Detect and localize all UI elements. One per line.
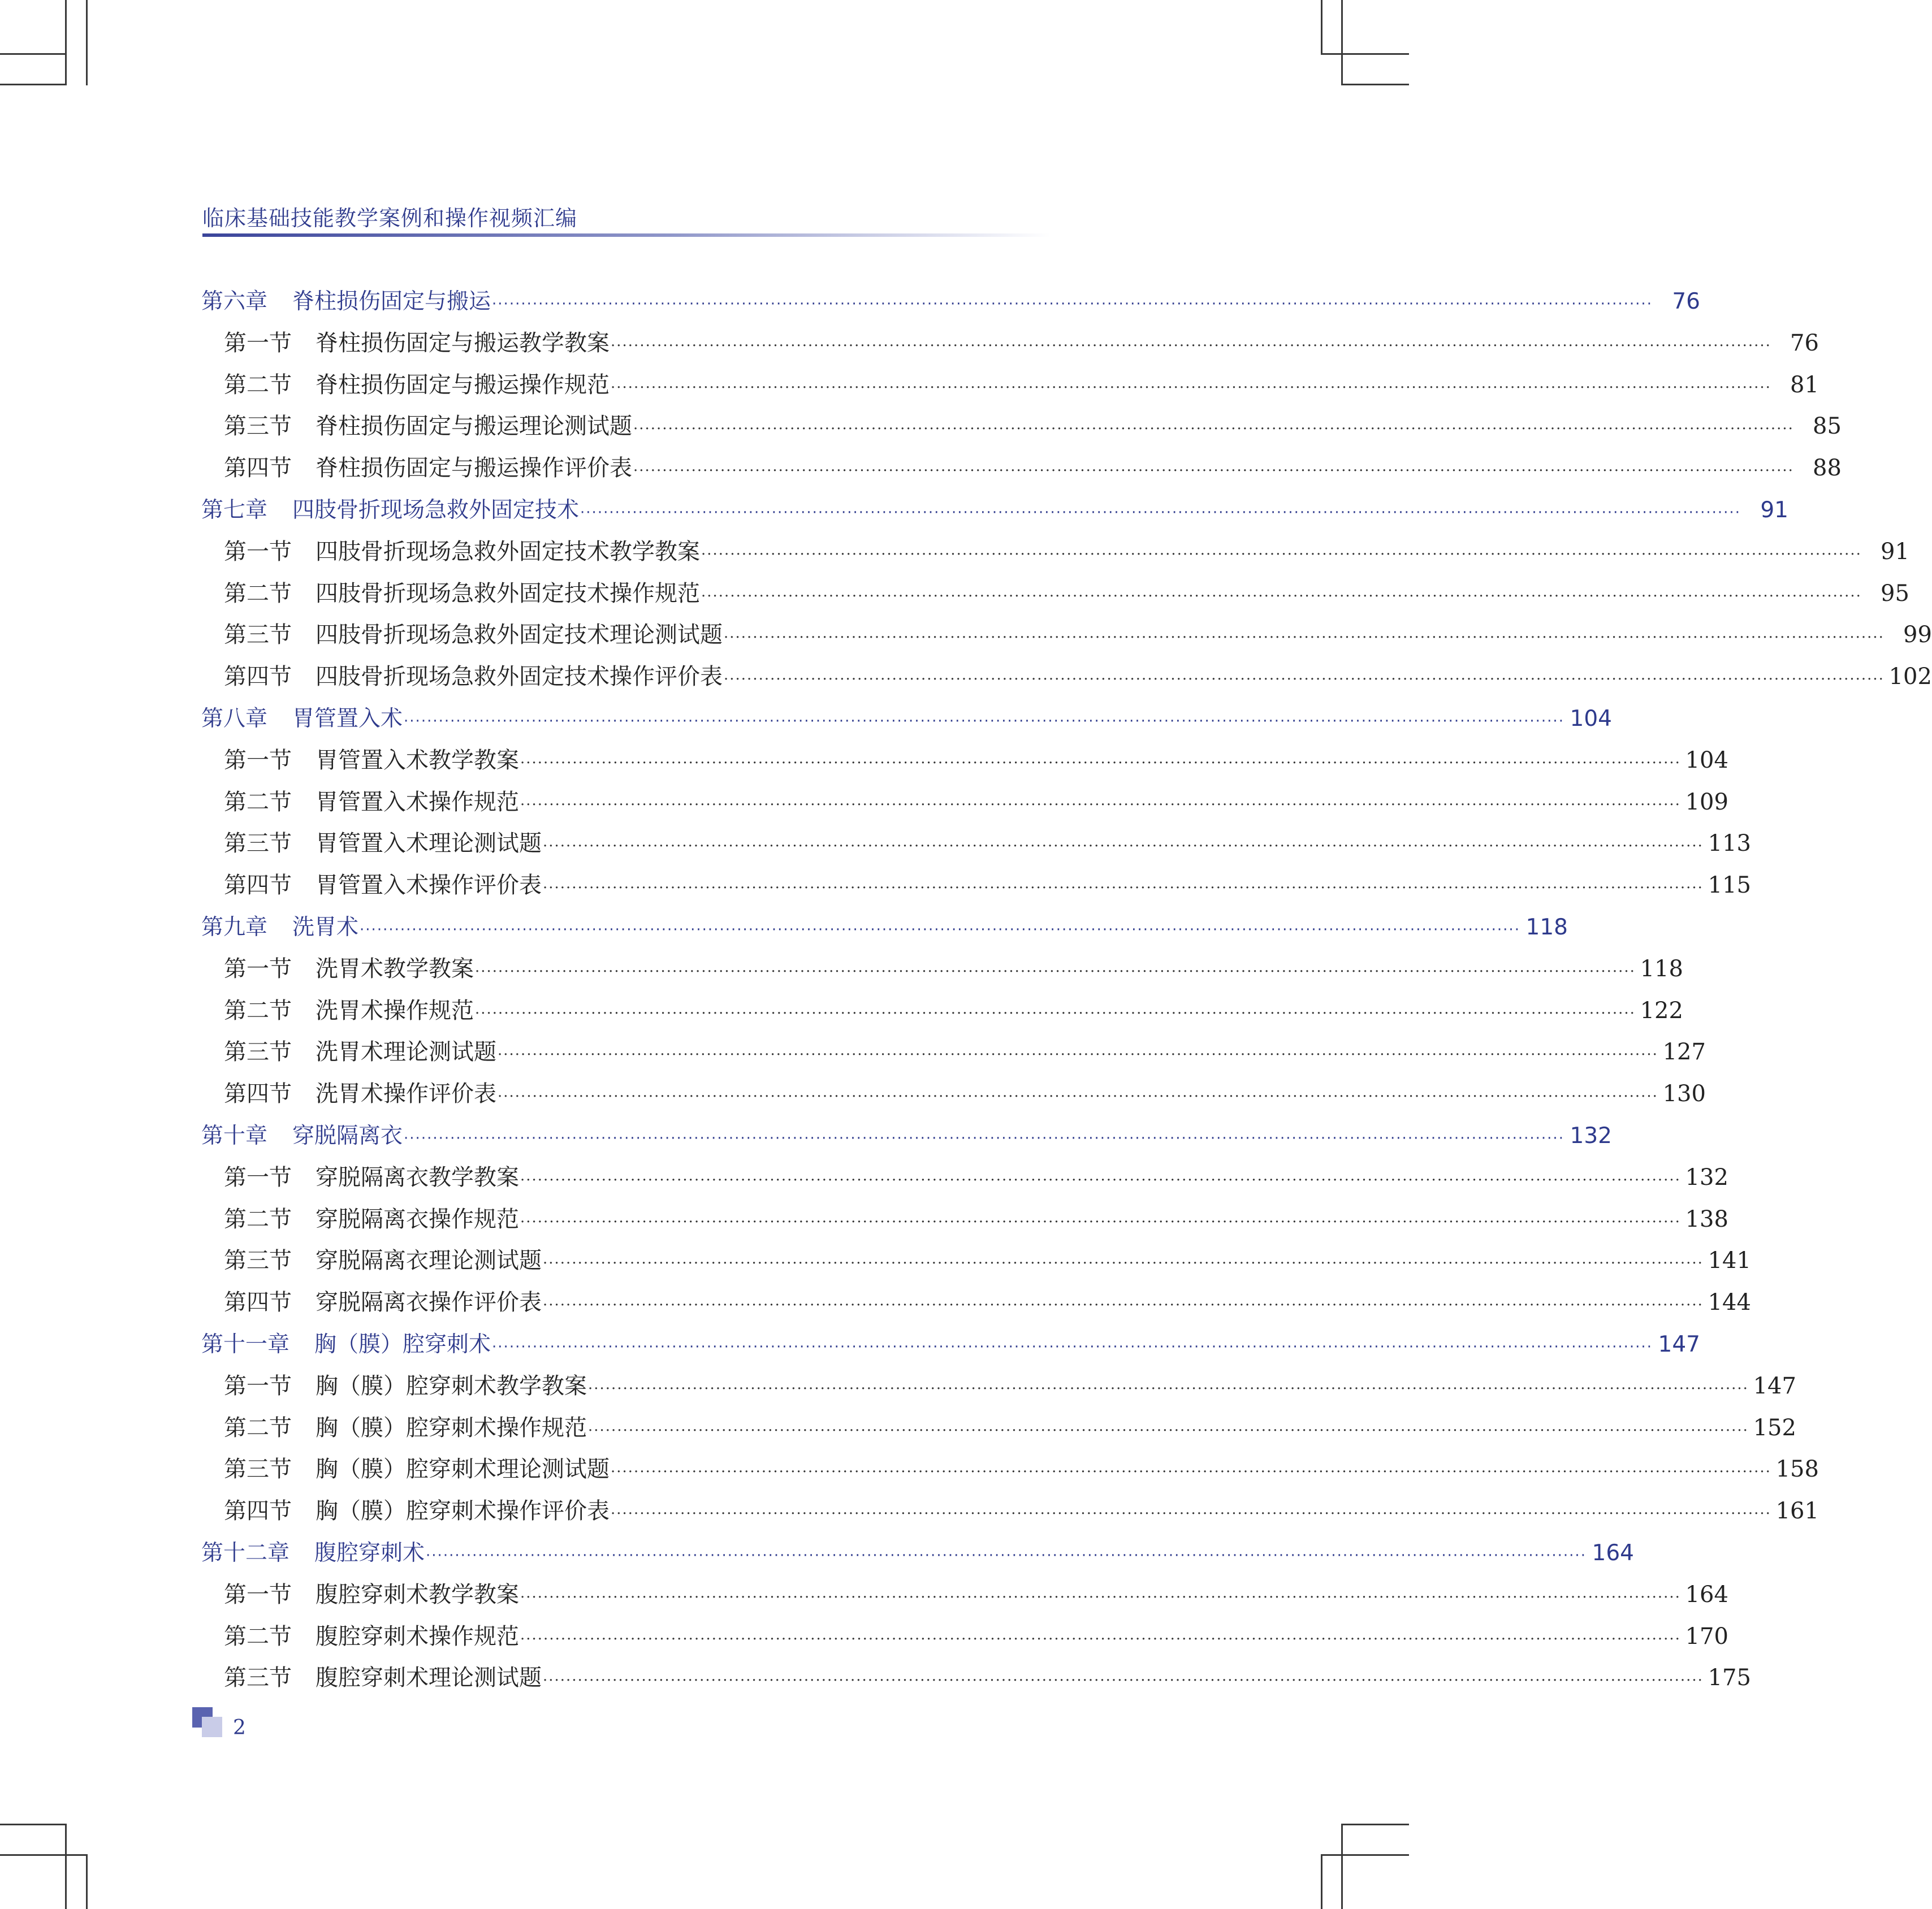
entry-title: 穿脱隔离衣操作规范 — [315, 1206, 519, 1232]
entry-number: 第三节 — [224, 1456, 292, 1483]
entry-title: 胃管置入术理论测试题 — [315, 830, 542, 857]
dot-leader: ········································································································································································································ — [543, 838, 1704, 855]
entry-page-number: 99 — [1903, 622, 1932, 648]
toc-section-entry[interactable] — [201, 1282, 1751, 1324]
entry-title: 脊柱损伤固定与搬运操作评价表 — [315, 455, 632, 482]
toc-section-entry[interactable] — [201, 1199, 1728, 1241]
dot-leader: ········································································································································································································ — [360, 921, 1520, 938]
entry-number: 第一节 — [224, 330, 292, 356]
folio-square-icon — [202, 1717, 222, 1737]
dot-leader: ········································································································································································································ — [611, 379, 1771, 396]
entry-page-number: 109 — [1685, 789, 1728, 815]
dot-leader: ········································································································································································································ — [701, 587, 1862, 605]
entry-title: 胸（膜）腔穿刺术操作规范 — [315, 1414, 587, 1441]
entry-title: 洗胃术理论测试题 — [315, 1039, 496, 1066]
crop-mark — [0, 53, 67, 55]
entry-number: 第四节 — [224, 872, 292, 899]
crop-mark — [1341, 1824, 1409, 1825]
entry-page-number: 118 — [1640, 955, 1683, 982]
running-head: 临床基础技能教学案例和操作视频汇编 — [202, 206, 578, 231]
entry-number: 第一节 — [224, 1581, 292, 1608]
entry-number: 第二节 — [224, 580, 292, 607]
entry-number: 第一节 — [224, 747, 292, 773]
entry-title: 胸（膜）腔穿刺术理论测试题 — [315, 1456, 610, 1483]
crop-mark — [65, 0, 67, 85]
toc-chapter-entry[interactable] — [201, 1533, 1634, 1574]
dot-leader: ········································································································································································································ — [404, 1129, 1564, 1147]
entry-number: 第二节 — [224, 789, 292, 815]
entry-page-number: 132 — [1570, 1123, 1612, 1149]
toc-section-entry[interactable] — [201, 1574, 1728, 1616]
toc-section-entry[interactable] — [201, 365, 1819, 406]
toc-section-entry[interactable] — [201, 1240, 1751, 1282]
dot-leader: ········································································································································································································ — [633, 421, 1794, 438]
entry-page-number: 170 — [1685, 1623, 1728, 1650]
entry-number: 第四节 — [224, 455, 292, 482]
entry-title: 胃管置入术操作评价表 — [315, 872, 542, 899]
entry-number: 第二节 — [224, 1623, 292, 1650]
crop-mark — [0, 1824, 67, 1825]
entry-page-number: 122 — [1640, 997, 1683, 1024]
entry-number: 第十二章 — [201, 1540, 290, 1566]
toc-section-entry[interactable] — [201, 1657, 1751, 1699]
entry-page-number: 91 — [1760, 497, 1788, 523]
toc-chapter-entry[interactable] — [201, 907, 1568, 949]
entry-title: 脊柱损伤固定与搬运理论测试题 — [315, 413, 632, 440]
toc-section-entry[interactable] — [201, 1491, 1819, 1533]
dot-leader: ········································································································································································································ — [611, 1505, 1771, 1523]
dot-leader: ········································································································································································································ — [543, 880, 1704, 897]
toc-section-entry[interactable] — [201, 614, 1932, 656]
entry-title: 洗胃术操作规范 — [315, 997, 474, 1024]
crop-mark — [86, 1854, 88, 1909]
toc-section-entry[interactable] — [201, 448, 1842, 490]
table-of-contents — [201, 281, 1932, 1699]
dot-leader: ········································································································································································································ — [633, 462, 1794, 480]
entry-page-number: 76 — [1672, 289, 1700, 314]
entry-number: 第四节 — [224, 1498, 292, 1525]
entry-page-number: 141 — [1708, 1248, 1751, 1274]
entry-title: 穿脱隔离衣操作评价表 — [315, 1289, 542, 1316]
entry-page-number: 161 — [1775, 1498, 1819, 1525]
entry-title: 洗胃术 — [292, 914, 359, 940]
toc-section-entry[interactable] — [201, 740, 1728, 782]
entry-page-number: 104 — [1570, 705, 1612, 731]
crop-mark — [1321, 53, 1409, 55]
entry-page-number: 115 — [1708, 872, 1751, 899]
toc-section-entry[interactable] — [201, 1073, 1706, 1115]
entry-title: 穿脱隔离衣理论测试题 — [315, 1248, 542, 1274]
entry-title: 胃管置入术教学教案 — [315, 747, 519, 773]
entry-number: 第四节 — [224, 1289, 292, 1316]
crop-mark — [0, 1854, 88, 1856]
toc-section-entry[interactable] — [201, 823, 1751, 865]
dot-leader: ········································································································································································································ — [404, 712, 1564, 730]
toc-section-entry[interactable] — [201, 1157, 1728, 1199]
entry-title: 四肢骨折现场急救外固定技术 — [292, 497, 580, 523]
dot-leader: ········································································································································································································ — [520, 1171, 1681, 1189]
entry-page-number: 91 — [1881, 538, 1909, 565]
dot-leader: ········································································································································································································ — [475, 963, 1636, 980]
entry-page-number: 76 — [1790, 330, 1819, 356]
entry-page-number: 127 — [1662, 1039, 1706, 1066]
entry-number: 第二节 — [224, 371, 292, 398]
dot-leader: ········································································································································································································ — [611, 1464, 1771, 1481]
entry-page-number: 81 — [1790, 371, 1819, 398]
crop-mark — [1341, 1824, 1343, 1909]
toc-section-entry[interactable] — [201, 782, 1728, 824]
toc-chapter-entry[interactable] — [201, 490, 1788, 531]
entry-number: 第二节 — [224, 1414, 292, 1441]
toc-section-entry[interactable] — [201, 1366, 1796, 1408]
toc-section-entry[interactable] — [201, 1616, 1728, 1658]
entry-title: 洗胃术操作评价表 — [315, 1081, 496, 1107]
entry-page-number: 95 — [1881, 580, 1909, 607]
entry-title: 胃管置入术操作规范 — [315, 789, 519, 815]
page-number: 2 — [233, 1716, 246, 1739]
toc-section-entry[interactable] — [201, 656, 1932, 698]
crop-mark — [0, 84, 67, 85]
dot-leader: ········································································································································································································ — [426, 1547, 1587, 1564]
toc-section-entry[interactable] — [201, 1449, 1819, 1491]
toc-section-entry[interactable] — [201, 531, 1909, 573]
entry-title: 脊柱损伤固定与搬运操作规范 — [315, 371, 610, 398]
toc-chapter-entry[interactable] — [201, 281, 1700, 323]
dot-leader: ········································································································································································································ — [520, 1588, 1681, 1606]
entry-page-number: 147 — [1753, 1373, 1796, 1399]
entry-page-number: 175 — [1708, 1665, 1751, 1691]
entry-title: 穿脱隔离衣教学教案 — [315, 1164, 519, 1191]
crop-mark — [1321, 0, 1322, 55]
entry-number: 第十一章 — [201, 1331, 290, 1357]
entry-number: 第一节 — [224, 955, 292, 982]
entry-number: 第八章 — [201, 705, 268, 731]
toc-section-entry[interactable] — [201, 1032, 1706, 1073]
entry-page-number: 158 — [1775, 1456, 1819, 1483]
toc-section-entry[interactable] — [201, 1408, 1796, 1449]
entry-number: 第二节 — [224, 1206, 292, 1232]
entry-number: 第三节 — [224, 622, 292, 648]
entry-number: 第三节 — [224, 1248, 292, 1274]
entry-number: 第六章 — [201, 289, 268, 314]
crop-mark — [1321, 1854, 1322, 1909]
dot-leader: ········································································································································································································ — [498, 1088, 1658, 1106]
header-rule — [202, 233, 1051, 237]
dot-leader: ········································································································································································································ — [588, 1422, 1749, 1439]
entry-page-number: 88 — [1813, 455, 1842, 482]
entry-title: 穿脱隔离衣 — [292, 1123, 403, 1149]
entry-page-number: 147 — [1658, 1331, 1700, 1357]
crop-mark — [86, 0, 88, 85]
entry-page-number: 138 — [1685, 1206, 1728, 1232]
entry-page-number: 102 — [1888, 664, 1932, 690]
toc-section-entry[interactable] — [201, 573, 1909, 615]
entry-title: 脊柱损伤固定与搬运 — [292, 289, 491, 314]
toc-section-entry[interactable] — [201, 865, 1751, 907]
entry-number: 第十章 — [201, 1123, 268, 1149]
entry-number: 第四节 — [224, 1081, 292, 1107]
crop-mark — [1341, 0, 1343, 85]
entry-page-number: 144 — [1708, 1289, 1751, 1316]
dot-leader: ········································································································································································································ — [492, 296, 1653, 313]
dot-leader: ········································································································································································································ — [724, 629, 1885, 647]
page-folio — [192, 1707, 254, 1747]
dot-leader: ········································································································································································································ — [498, 1046, 1658, 1064]
entry-page-number: 132 — [1685, 1164, 1728, 1191]
entry-number: 第一节 — [224, 538, 292, 565]
toc-section-entry[interactable] — [201, 990, 1683, 1032]
entry-page-number: 104 — [1685, 747, 1728, 773]
entry-page-number: 113 — [1708, 830, 1751, 857]
dot-leader: ········································································································································································································ — [520, 1213, 1681, 1231]
dot-leader: ········································································································································································································ — [475, 1005, 1636, 1022]
entry-title: 胸（膜）腔穿刺术教学教案 — [315, 1373, 587, 1399]
crop-mark — [65, 1824, 67, 1909]
dot-leader: ········································································································································································································ — [588, 1380, 1749, 1397]
entry-number: 第一节 — [224, 1164, 292, 1191]
entry-title: 腹腔穿刺术理论测试题 — [315, 1665, 542, 1691]
entry-title: 腹腔穿刺术 — [314, 1540, 425, 1566]
entry-number: 第七章 — [201, 497, 268, 523]
entry-title: 四肢骨折现场急救外固定技术教学教案 — [315, 538, 700, 565]
entry-title: 四肢骨折现场急救外固定技术理论测试题 — [315, 622, 723, 648]
toc-section-entry[interactable] — [201, 406, 1842, 448]
entry-number: 第四节 — [224, 664, 292, 690]
dot-leader: ········································································································································································································ — [520, 754, 1681, 772]
entry-page-number: 164 — [1685, 1581, 1728, 1608]
dot-leader: ········································································································································································································ — [580, 504, 1741, 521]
toc-chapter-entry[interactable] — [201, 1115, 1612, 1157]
entry-number: 第三节 — [224, 1039, 292, 1066]
dot-leader: ········································································································································································································ — [492, 1338, 1653, 1356]
dot-leader: ········································································································································································································ — [543, 1255, 1704, 1272]
entry-page-number: 130 — [1662, 1081, 1706, 1107]
entry-page-number: 118 — [1525, 914, 1568, 940]
entry-title: 四肢骨折现场急救外固定技术操作规范 — [315, 580, 700, 607]
toc-section-entry[interactable] — [201, 323, 1819, 365]
entry-page-number: 164 — [1592, 1540, 1634, 1566]
dot-leader: ········································································································································································································ — [724, 671, 1885, 689]
entry-title: 洗胃术教学教案 — [315, 955, 474, 982]
entry-title: 胸（膜）腔穿刺术操作评价表 — [315, 1498, 610, 1525]
crop-mark — [1341, 84, 1409, 85]
dot-leader: ········································································································································································································ — [611, 337, 1771, 354]
entry-number: 第一节 — [224, 1373, 292, 1399]
dot-leader: ········································································································································································································ — [520, 1630, 1681, 1648]
entry-number: 第三节 — [224, 830, 292, 857]
entry-title: 胃管置入术 — [292, 705, 403, 731]
entry-page-number: 85 — [1813, 413, 1842, 440]
entry-number: 第二节 — [224, 997, 292, 1024]
entry-title: 腹腔穿刺术教学教案 — [315, 1581, 519, 1608]
toc-chapter-entry[interactable] — [201, 698, 1612, 740]
entry-number: 第九章 — [201, 914, 268, 940]
entry-title: 脊柱损伤固定与搬运教学教案 — [315, 330, 610, 356]
dot-leader: ········································································································································································································ — [543, 1672, 1704, 1690]
entry-page-number: 152 — [1753, 1414, 1796, 1441]
toc-section-entry[interactable] — [201, 949, 1683, 990]
entry-number: 第三节 — [224, 1665, 292, 1691]
entry-title: 胸（膜）腔穿刺术 — [314, 1331, 491, 1357]
entry-title: 腹腔穿刺术操作规范 — [315, 1623, 519, 1650]
crop-mark — [1321, 1854, 1409, 1856]
toc-chapter-entry[interactable] — [201, 1324, 1700, 1366]
dot-leader: ········································································································································································································ — [543, 1297, 1704, 1314]
dot-leader: ········································································································································································································ — [701, 546, 1862, 563]
entry-number: 第三节 — [224, 413, 292, 440]
dot-leader: ········································································································································································································ — [520, 796, 1681, 813]
entry-title: 四肢骨折现场急救外固定技术操作评价表 — [315, 664, 723, 690]
